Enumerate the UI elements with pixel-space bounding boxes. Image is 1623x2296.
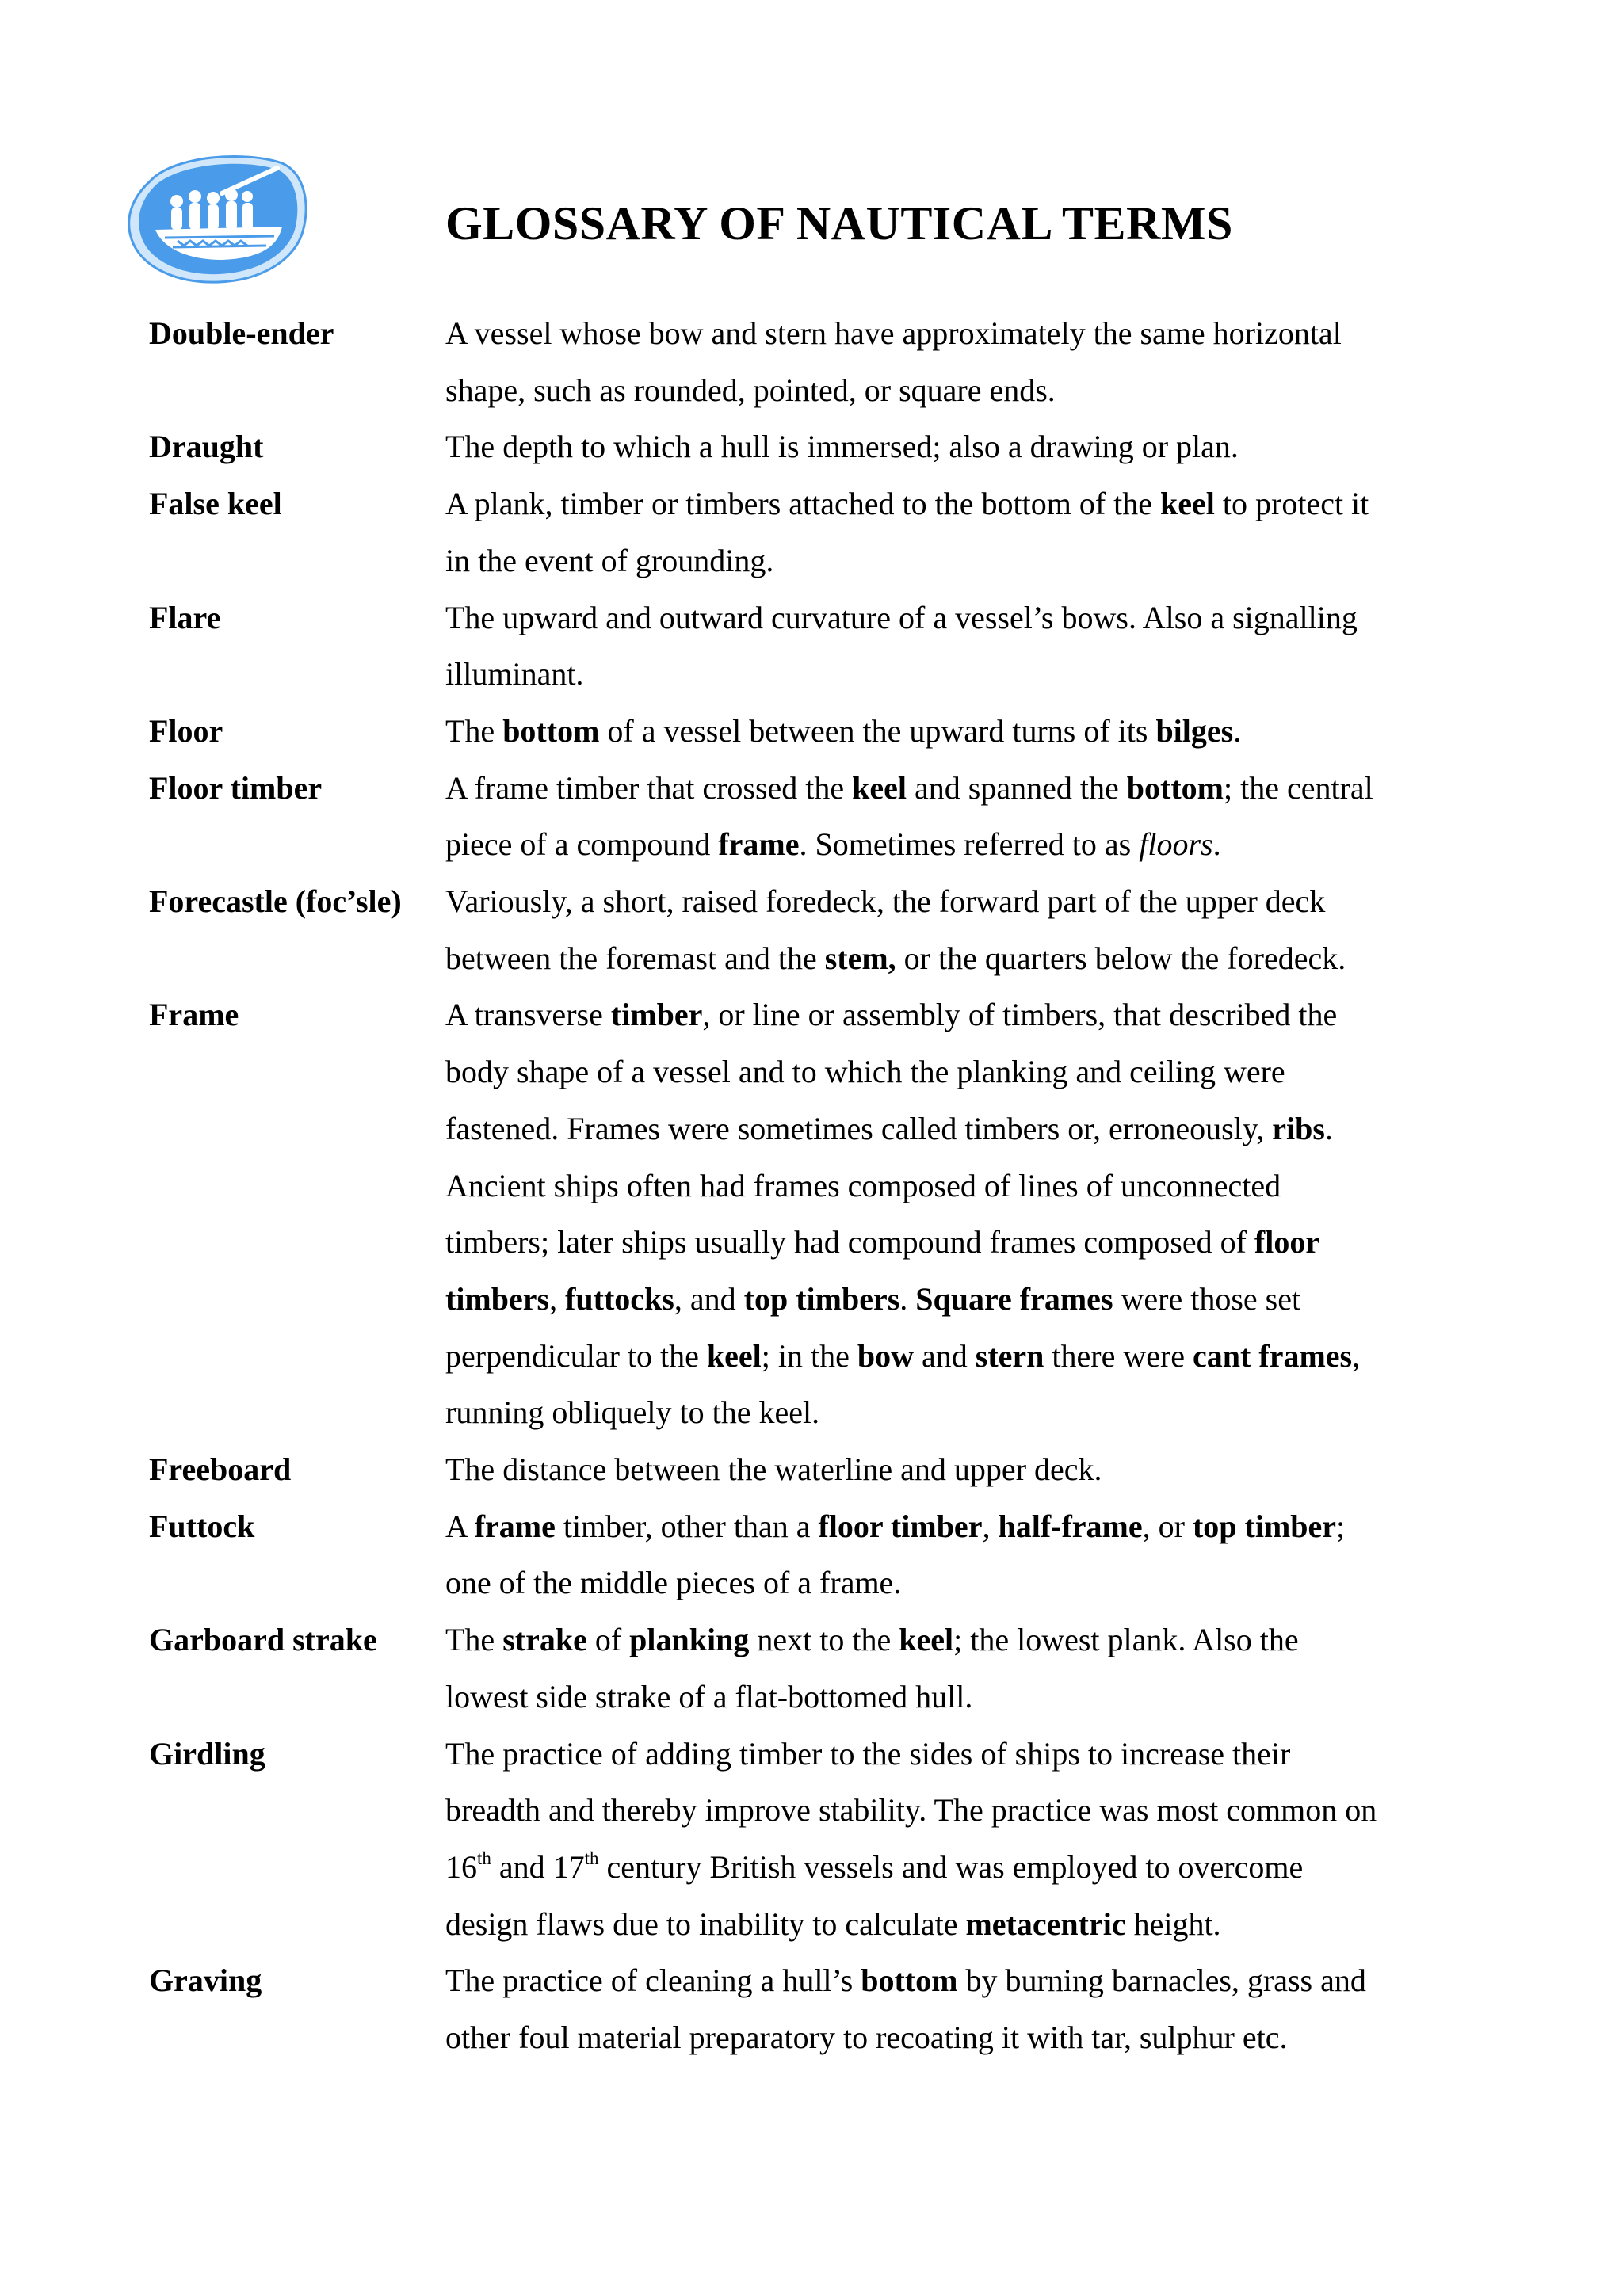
emphasized-term: keel <box>852 769 907 806</box>
definition-text: The practice of cleaning a hull’s <box>445 1962 861 1999</box>
emphasized-term: bow <box>857 1337 914 1374</box>
emphasized-term: top timber <box>1192 1508 1337 1544</box>
glossary-term: Double-ender <box>149 315 334 351</box>
glossary-term: Frame <box>149 997 239 1033</box>
glossary-entry <box>149 305 1385 418</box>
glossary-term: Floor <box>149 712 223 749</box>
glossary-term: Freeboard <box>149 1451 292 1488</box>
definition-text: ; the central piece of a compound <box>445 769 1373 863</box>
glossary-definition <box>445 475 1385 589</box>
definition-text: and spanned the <box>907 769 1127 806</box>
emphasized-term: planking <box>629 1622 750 1658</box>
definition-text: The practice of adding timber to the sides of ships to increase their breadth and thereby improve stability. The practice was most common on 16 <box>445 1735 1377 1885</box>
glossary-definition <box>445 760 1385 873</box>
definition-text: . Ancient ships often had frames composed of lines of unconnected timbers; later ships usually had compound frames composed of <box>445 1110 1333 1261</box>
glossary-definition <box>445 1611 1385 1725</box>
glossary-definition <box>445 1952 1385 2065</box>
glossary-definition <box>445 418 1385 475</box>
glossary-entry <box>149 760 1385 873</box>
emphasized-term: keel <box>706 1337 762 1374</box>
glossary-entry <box>149 475 1385 589</box>
definition-text: ; one of the middle pieces of a frame. <box>445 1508 1346 1601</box>
glossary-term: Draught <box>149 429 264 465</box>
definition-text: The <box>445 1622 503 1658</box>
glossary-entry <box>149 873 1385 986</box>
definition-text: , and <box>674 1280 744 1317</box>
emphasized-term: keel <box>899 1622 954 1658</box>
definition-text: of <box>586 1622 630 1658</box>
glossary-definition <box>445 589 1385 703</box>
emphasized-term: floor timber <box>818 1508 983 1544</box>
definition-text: ; in the <box>761 1337 857 1374</box>
emphasized-term: bottom <box>1126 769 1224 806</box>
definition-text: and <box>913 1337 976 1374</box>
emphasized-term: floor timbers <box>445 1224 1319 1317</box>
definition-text: The <box>445 712 503 749</box>
definition-text: . <box>899 1280 916 1317</box>
emphasized-term: stem, <box>824 940 896 976</box>
definition-text: of a vessel between the upward turns of its <box>599 712 1156 749</box>
glossary-definition <box>445 1498 1385 1611</box>
glossary-entry <box>149 703 1385 760</box>
emphasized-term: timber <box>610 997 703 1033</box>
definition-text: A <box>445 1508 475 1544</box>
emphasized-term: strake <box>502 1622 587 1658</box>
emphasized-term: stern <box>975 1337 1044 1374</box>
glossary-entry <box>149 1441 1385 1498</box>
definition-text: . Sometimes referred to as <box>799 826 1140 863</box>
glossary-entry <box>149 589 1385 703</box>
glossary-definition <box>445 703 1385 760</box>
definition-text: , <box>549 1280 566 1317</box>
definition-text: A vessel whose bow and stern have approximately the same horizontal shape, such as rounded, pointed, or square ends. <box>445 315 1342 408</box>
glossary-entry <box>149 418 1385 475</box>
definition-text: The upward and outward curvature of a vessel’s bows. Also a signalling illuminant. <box>445 599 1358 692</box>
definition-text: , <box>982 1508 999 1544</box>
emphasized-term: bottom <box>502 712 600 749</box>
glossary-term: Garboard strake <box>149 1622 377 1658</box>
glossary-definition <box>445 873 1385 986</box>
definition-text: by burning barnacles, grass and other foul material preparatory to recoating it with tar, sulphur etc. <box>445 1962 1366 2056</box>
emphasized-term: top timbers <box>743 1280 900 1317</box>
glossary-entry <box>149 1611 1385 1725</box>
glossary-term: Flare <box>149 599 221 635</box>
glossary-entry <box>149 1498 1385 1611</box>
emphasized-term: metacentric <box>965 1905 1126 1942</box>
definition-text: ; the lowest plank. Also the lowest side strake of a flat-bottomed hull. <box>445 1622 1299 1714</box>
definition-text: A frame timber that crossed the <box>445 769 853 806</box>
emphasized-term: futtocks <box>565 1280 674 1317</box>
definition-text: . <box>1233 712 1242 749</box>
emphasized-term: keel <box>1160 486 1215 522</box>
glossary-term: Graving <box>149 1962 262 1999</box>
definition-text: , or line or assembly of timbers, that described the body shape of a vessel and to which the planking and ceiling were fastened. Frames were sometimes called timbers or, erroneously, <box>445 997 1338 1146</box>
emphasized-term: bilges <box>1155 712 1234 749</box>
definition-text: The distance between the waterline and upper deck. <box>445 1451 1102 1488</box>
glossary-definition <box>445 1441 1385 1498</box>
boat-logo-icon <box>127 149 311 285</box>
definition-text: and 17 <box>491 1848 585 1885</box>
definition-text: there were <box>1044 1337 1193 1374</box>
definition-text: height. <box>1125 1905 1221 1942</box>
emphasized-term: frame <box>718 826 800 863</box>
definition-text: A plank, timber or timbers attached to the bottom of the <box>445 486 1161 522</box>
definition-text: , or <box>1142 1508 1193 1544</box>
glossary-term: Forecastle (foc’sle) <box>149 883 402 920</box>
italic-text: floors <box>1139 826 1213 863</box>
glossary-definition <box>445 986 1385 1441</box>
definition-text: The depth to which a hull is immersed; also a drawing or plan. <box>445 429 1239 465</box>
glossary-definition <box>445 305 1385 418</box>
page-title: GLOSSARY OF NAUTICAL TERMS <box>445 197 1233 250</box>
emphasized-term: ribs <box>1272 1110 1325 1146</box>
glossary-definition <box>445 1726 1385 1953</box>
glossary-term: Futtock <box>149 1508 255 1544</box>
glossary-term: Girdling <box>149 1735 265 1772</box>
definition-text: timber, other than a <box>555 1508 819 1544</box>
glossary-entry <box>149 1726 1385 1953</box>
definition-text: A transverse <box>445 997 611 1033</box>
glossary-term: False keel <box>149 486 282 522</box>
emphasized-term: frame <box>474 1508 556 1544</box>
definition-text: to protect it in the event of grounding. <box>445 486 1369 578</box>
emphasized-term: cant frames <box>1193 1337 1353 1374</box>
glossary-term: Floor timber <box>149 769 323 806</box>
definition-text: or the quarters below the foredeck. <box>896 940 1346 976</box>
definition-text: , running obliquely to the keel. <box>445 1337 1361 1431</box>
definition-text: Variously, a short, raised foredeck, the forward part of the upper deck between the foremast and the <box>445 883 1326 976</box>
definition-text: were those set perpendicular to the <box>445 1280 1301 1374</box>
definition-text: . <box>1212 826 1221 863</box>
ordinal-suffix: th <box>477 1848 491 1868</box>
glossary-list <box>149 305 1385 2066</box>
definition-text: next to the <box>749 1622 899 1658</box>
definition-text: century British vessels and was employed to overcome design flaws due to inability to calculate <box>445 1848 1304 1942</box>
emphasized-term: half-frame <box>998 1508 1143 1544</box>
glossary-entry <box>149 1952 1385 2065</box>
glossary-entry <box>149 986 1385 1441</box>
emphasized-term: Square frames <box>915 1280 1113 1317</box>
ordinal-suffix: th <box>584 1848 599 1868</box>
emphasized-term: bottom <box>861 1962 958 1999</box>
